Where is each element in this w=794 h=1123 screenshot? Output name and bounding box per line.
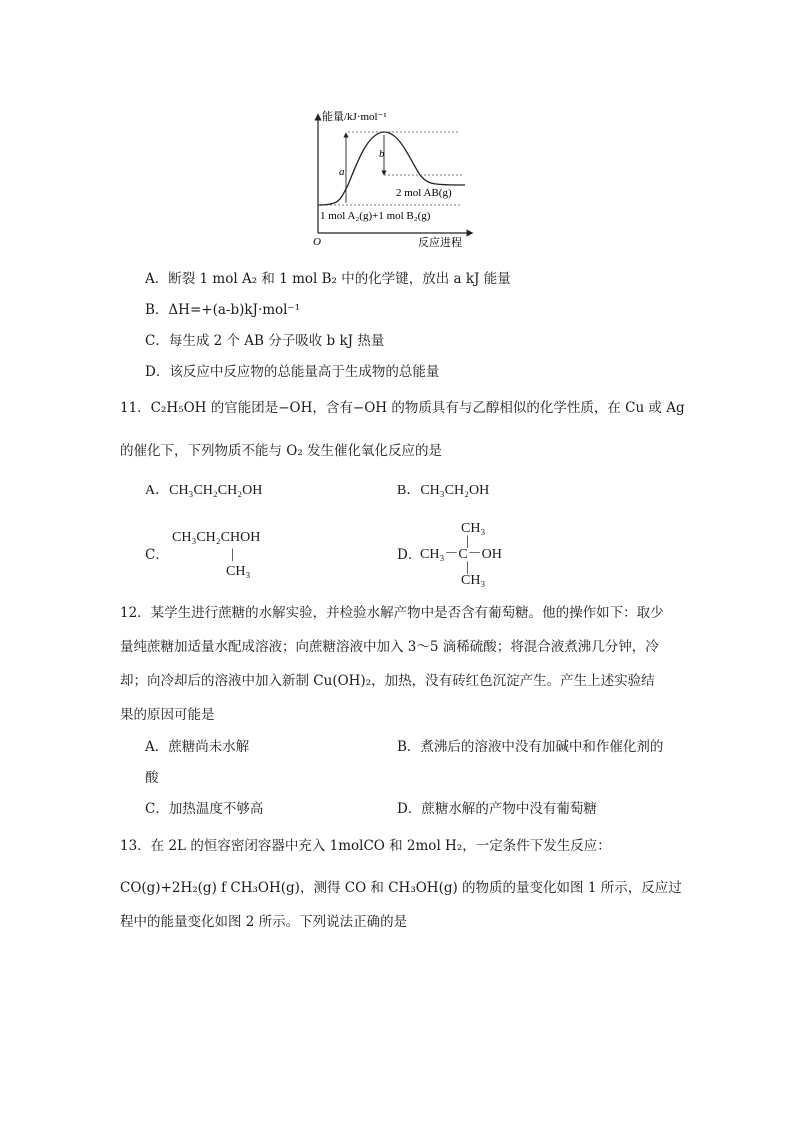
- q10-option-c: C．每生成 2 个 AB 分子吸收 b kJ 热量: [145, 333, 385, 349]
- q12-option-b-line1: B．煮沸后的溶液中没有加碱中和作催化剂的: [397, 739, 664, 755]
- origin-label: O: [313, 236, 321, 248]
- q10-option-a: A．断裂 1 mol A₂ 和 1 mol B₂ 中的化学键，放出 a kJ 能量: [145, 271, 511, 287]
- q12-option-d: D．蔗糖水解的产物中没有葡萄糖: [397, 801, 597, 817]
- q11-stem-line1: 11．C₂H₅OH 的官能团是−OH，含有−OH 的物质具有与乙醇相似的化学性质，在 Cu 或 Ag: [120, 400, 685, 416]
- q12-option-a: A．蔗糖尚未水解: [145, 739, 250, 755]
- q10-option-b: B．ΔH=+(a-b)kJ·mol⁻¹: [145, 302, 301, 318]
- q11-option-d-bond-top: |: [466, 534, 469, 549]
- q11-option-a: A．CH₃CH₂CH₂OH: [145, 483, 263, 498]
- q10-option-d: D．该反应中反应物的总能量高于生成物的总能量: [145, 364, 440, 380]
- label-a: a: [339, 166, 345, 178]
- q11-option-d-bottom: CH₃: [461, 573, 486, 588]
- q12-stem-line1: 12．某学生进行蔗糖的水解实验，并检验水解产物中是否含有葡萄糖。他的操作如下：取少: [120, 605, 664, 621]
- q13-stem-line3: 程中的能量变化如图 2 所示。下列说法正确的是: [120, 914, 408, 930]
- y-axis-label: 能量/kJ·mol⁻¹: [322, 111, 387, 123]
- q11-option-d-bond-bottom: |: [466, 560, 469, 575]
- q12-option-c: C．加热温度不够高: [145, 801, 264, 817]
- label-b: b: [379, 148, 385, 160]
- q12-option-b-line2: 酸: [145, 770, 159, 786]
- q12-stem-line4: 果的原因可能是: [120, 707, 215, 723]
- q11-option-d-label: D．: [397, 547, 422, 563]
- reactant-label: 1 mol A₂(g)+1 mol B₂(g): [320, 210, 431, 222]
- q11-option-c-sub: CH₃: [226, 564, 251, 579]
- q11-option-c-main: CH₃CH₂CHOH: [172, 530, 261, 545]
- q11-option-b: B．CH₃CH₂OH: [397, 483, 490, 498]
- q11-option-c-bond: |: [231, 547, 234, 562]
- q11-option-c-label: C．: [145, 547, 169, 563]
- q11-option-d-main: CH₃－C－OH: [420, 547, 502, 562]
- q13-stem-line1: 13．在 2L 的恒容密闭容器中充入 1molCO 和 2mol H₂，一定条件下发生反应：: [120, 838, 611, 854]
- q12-stem-line3: 却；向冷却后的溶液中加入新制 Cu(OH)₂，加热，没有砖红色沉淀产生。产生上述实验结: [120, 673, 655, 689]
- x-axis-label: 反应进程: [418, 237, 462, 249]
- q12-stem-line2: 量纯蔗糖加适量水配成溶液；向蔗糖溶液中加入 3～5 滴稀硫酸；将混合液煮沸几分钟，冷: [120, 639, 659, 655]
- q11-option-d-top: CH₃: [461, 521, 486, 536]
- energy-diagram: [300, 105, 480, 250]
- q11-stem-line2: 的催化下，下列物质不能与 O₂ 发生催化氧化反应的是: [120, 443, 443, 459]
- product-label: 2 mol AB(g): [396, 187, 452, 199]
- q13-stem-line2: CO(g)+2H₂(g) f CH₃OH(g)，测得 CO 和 CH₃OH(g) 的物质的量变化如图 1 所示，反应过: [120, 880, 682, 896]
